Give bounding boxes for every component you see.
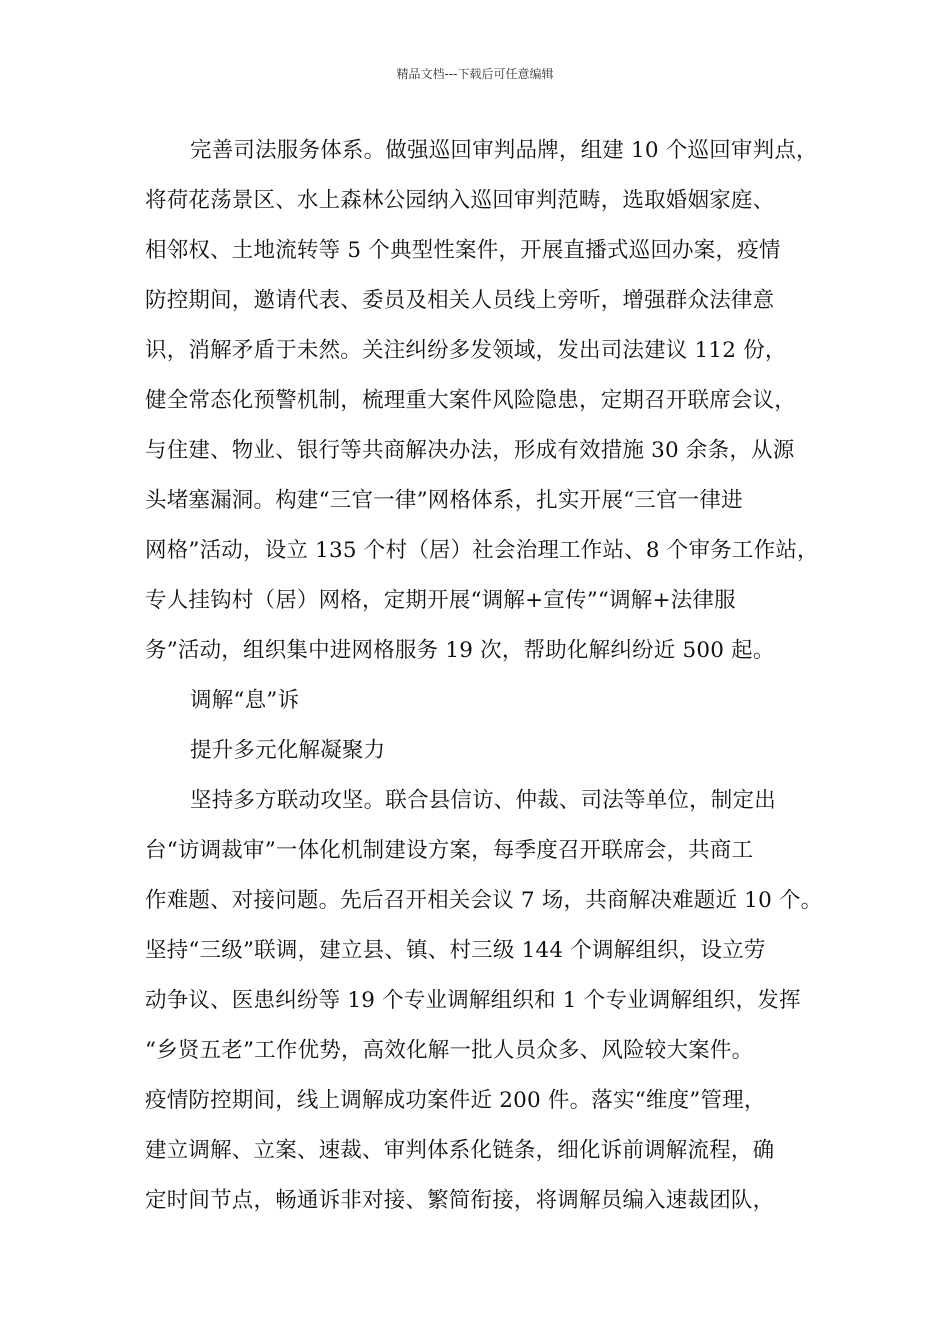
text-line: 识，消解矛盾于未然。关注纠纷多发领域，发出司法建议 112 份， [145,338,787,363]
document-body [145,128,830,1228]
text-line: 防控期间，邀请代表、委员及相关人员线上旁听，增强群众法律意 [145,288,775,313]
text-line: 头堵塞漏洞。构建“三官一律”网格体系，扎实开展“三官一律进 [145,488,743,513]
text-line: 疫情防控期间，线上调解成功案件近 200 件。落实“维度”管理， [145,1088,766,1113]
text-line: 相邻权、土地流转等 5 个典型性案件，开展直播式巡回办案，疫情 [145,238,781,263]
text-line: 将荷花荡景区、水上森林公园纳入巡回审判范畴，选取婚姻家庭、 [145,188,775,213]
page-header: 精品文档---下载后可任意编辑 [396,67,554,81]
section-subheading: 提升多元化解凝聚力 [190,738,386,763]
text-line: “乡贤五老”工作优势，高效化解一批人员众多、风险较大案件。 [145,1038,754,1063]
text-line: 健全常态化预警机制，梳理重大案件风险隐患，定期召开联席会议， [145,388,797,413]
text-line: 坚持“三级”联调，建立县、镇、村三级 144 个调解组织，设立劳 [145,938,766,963]
section-heading: 调解“息”诉 [190,688,300,713]
text-line: 定时间节点，畅通诉非对接、繁简衔接，将调解员编入速裁团队， [145,1188,775,1213]
text-line: 台“访调裁审”一体化机制建设方案，每季度召开联席会，共商工 [145,838,754,863]
text-line: 务”活动，组织集中进网格服务 19 次，帮助化解纠纷近 500 起。 [145,638,775,663]
text-line: 完善司法服务体系。做强巡回审判品牌，组建 10 个巡回审判点， [190,138,818,163]
text-line: 作难题、对接问题。先后召开相关会议 7 场，共商解决难题近 10 个。 [145,888,823,913]
text-line: 动争议、医患纠纷等 19 个专业调解组织和 1 个专业调解组织，发挥 [145,988,801,1013]
text-line: 网格”活动，设立 135 个村（居）社会治理工作站、8 个审务工作站， [145,538,819,563]
text-line: 坚持多方联动攻坚。联合县信访、仲裁、司法等单位，制定出 [190,788,776,813]
text-line: 建立调解、立案、速裁、审判体系化链条，细化诉前调解流程，确 [145,1138,775,1163]
text-line: 专人挂钩村（居）网格，定期开展“调解+宣传”“调解+法律服 [145,588,736,613]
text-line: 与住建、物业、银行等共商解决办法，形成有效措施 30 余条，从源 [145,438,795,463]
